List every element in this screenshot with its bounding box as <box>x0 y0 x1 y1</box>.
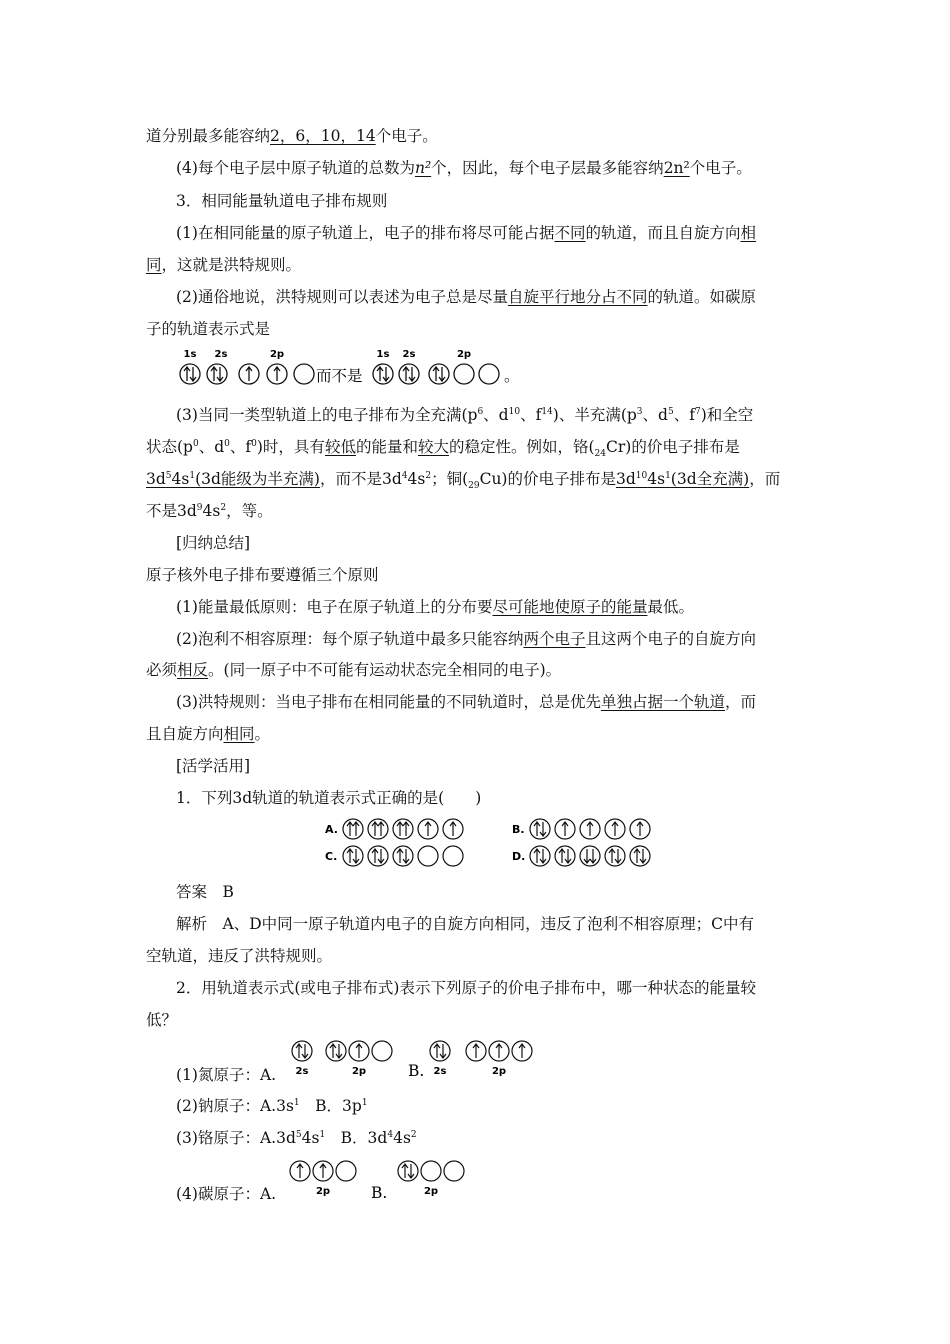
option-label-b: B. <box>408 1062 425 1080</box>
underlined-answer: 2，6，10，14 <box>270 127 376 145</box>
underlined-answer: 不同 <box>554 224 586 242</box>
underlined-answer <box>146 470 320 488</box>
text: 3d <box>146 470 166 488</box>
text: 4s <box>202 502 221 520</box>
text: 、d <box>642 406 668 424</box>
orbital-circle <box>294 364 314 384</box>
superscript: 10 <box>635 470 648 481</box>
carbon-orbital-diagram <box>176 344 521 390</box>
superscript: 2 <box>410 1129 417 1140</box>
superscript: 2 <box>425 470 432 481</box>
text: 的轨道。如碳原 <box>647 288 756 306</box>
underlined-answer: 2n² <box>663 159 690 177</box>
superscript: 6 <box>477 406 484 417</box>
text: 且自旋方向 <box>146 725 224 743</box>
text: B．3d <box>325 1129 388 1147</box>
text-line <box>176 222 756 244</box>
text-line <box>146 500 273 522</box>
option-label-c: C. <box>325 850 338 863</box>
text-line <box>146 436 740 458</box>
underlined-answer: 相 <box>740 224 757 242</box>
superscript: 3 <box>636 406 643 417</box>
superscript: 4 <box>387 1129 394 1140</box>
text: 4s <box>647 470 666 488</box>
text-line <box>146 468 780 490</box>
explanation-1-cont: 空轨道，违反了洪特规则。 <box>146 947 333 965</box>
superscript: 5 <box>165 470 172 481</box>
text-line <box>176 691 756 713</box>
text-line <box>146 254 301 276</box>
orbital-circle <box>454 364 474 384</box>
text: 、d <box>198 438 225 456</box>
superscript: 0 <box>251 438 257 449</box>
orbital-label: 2s <box>214 349 228 360</box>
subscript: 29 <box>468 481 480 492</box>
text: 个电子。 <box>375 127 438 145</box>
nitrogen-label: (1)氮原子：A. <box>176 1066 277 1084</box>
superscript: 1 <box>361 1097 368 1108</box>
orbital-label: 2p <box>423 1186 439 1197</box>
text-line <box>146 723 270 745</box>
text: 个电子。 <box>689 159 752 177</box>
nitrogen-orbital-diagram <box>285 1038 535 1088</box>
text: 必须 <box>146 661 178 679</box>
section-title: 3．相同能量轨道电子排布规则 <box>176 192 388 210</box>
orbital-label: 1s <box>376 349 390 360</box>
text: (1)在相同能量的原子轨道上，电子的排布将尽可能占据 <box>176 224 555 242</box>
text: Cr)的价电子排布是 <box>606 438 740 456</box>
text: ，等。 <box>226 502 273 520</box>
carbon-practice-orbital-diagram <box>285 1158 465 1208</box>
text: 4s <box>171 470 190 488</box>
question-1-options <box>325 815 665 873</box>
superscript: 5 <box>667 406 674 417</box>
underlined-answer: 自旋平行地分占不同 <box>507 288 648 306</box>
superscript: 7 <box>694 406 701 417</box>
orbital-circle <box>479 364 499 384</box>
text: 4s <box>301 1129 320 1147</box>
text: 4s <box>393 1129 411 1147</box>
text: (3)洪特规则：当电子排布在相同能量的不同轨道时，总是优先 <box>176 693 601 711</box>
text-line-2 <box>176 157 752 179</box>
orbital-circle <box>429 364 449 384</box>
sodium-line <box>176 1095 368 1117</box>
superscript: 14 <box>541 406 553 417</box>
text: (2)泡利不相容原理：每个原子轨道中最多只能容纳 <box>176 630 524 648</box>
orbital-label: 2p <box>315 1186 331 1197</box>
underlined-answer: 较大 <box>417 438 449 456</box>
text-line <box>146 659 561 681</box>
superscript: 1 <box>293 1097 300 1108</box>
text: )、半充满(p <box>552 406 637 424</box>
text: 个，因此，每个电子层最多能容纳 <box>431 159 664 177</box>
text: 、f <box>673 406 695 424</box>
text: (3)当同一类型轨道上的电子排布为全充满(p <box>176 406 478 424</box>
text: 最低。 <box>647 598 694 616</box>
option-label-d: D. <box>512 850 526 863</box>
text: 而不是 <box>316 367 363 385</box>
text: 状态(p <box>146 438 193 456</box>
underlined-answer: 两个电子 <box>523 630 586 648</box>
text: ；铜( <box>431 470 469 488</box>
underlined-answer: 同 <box>146 256 162 274</box>
text: 的稳定性。例如，铬( <box>448 438 595 456</box>
orbital-label: 2p <box>491 1066 507 1077</box>
underlined-answer: n² <box>414 159 432 177</box>
superscript: 9 <box>196 502 203 513</box>
text: (2)通俗地说，洪特规则可以表述为电子总是尽量 <box>176 288 508 306</box>
superscript: 1 <box>319 1129 326 1140</box>
underlined-answer: 相反 <box>177 661 209 679</box>
text: 不是3d <box>146 502 197 520</box>
question-1: 1．下列3d轨道的轨道表示式正确的是( ) <box>176 789 482 807</box>
text: 。 <box>504 367 520 385</box>
superscript: 2 <box>220 502 227 513</box>
text: 道分别最多能容纳 <box>146 127 271 145</box>
orbital-label: 1s <box>183 349 197 360</box>
text: Cu)的价电子排布是 <box>479 470 616 488</box>
answer-1: 答案 B <box>176 883 234 901</box>
underlined-answer <box>616 470 749 488</box>
orbital-label: 2p <box>351 1066 367 1077</box>
orbital-label: 2p <box>456 349 472 360</box>
summary-tag: [归纳总结] <box>176 534 251 552</box>
underlined-answer: 相同 <box>223 725 255 743</box>
superscript: 4 <box>401 470 408 481</box>
question-2: 2．用轨道表示式(或电子排布式)表示下列原子的价电子排布中，哪一种状态的能量较 <box>176 979 756 997</box>
text-line <box>176 286 756 308</box>
explanation-1: 解析 A、D中同一原子轨道内电子的自旋方向相同，违反了泡利不相容原理；C中有 <box>176 915 754 933</box>
practice-tag: [活学活用] <box>176 757 251 775</box>
orbital-label: 2s <box>402 349 416 360</box>
superscript: 1 <box>189 470 196 481</box>
text: (2)钠原子：A.3s <box>176 1097 294 1115</box>
text: 的能量和 <box>355 438 418 456</box>
text: 、f <box>229 438 252 456</box>
text: ，这就是洪特规则。 <box>161 256 302 274</box>
text: ，而 <box>749 470 781 488</box>
text: 的轨道，而且自旋方向 <box>585 224 741 242</box>
text: ，而不是3d <box>319 470 402 488</box>
text: (1)能量最低原则：电子在原子轨道上的分布要 <box>176 598 493 616</box>
orbital-circle <box>207 364 227 384</box>
text: (3)铬原子：A.3d <box>176 1129 296 1147</box>
text: 3d <box>615 470 636 488</box>
text-line <box>176 628 756 650</box>
text: (4)每个电子层中原子轨道的总数为 <box>176 159 415 177</box>
carbon-label: (4)碳原子：A. <box>176 1185 277 1203</box>
orbital-circle <box>399 364 419 384</box>
orbital-label: 2s <box>295 1066 309 1077</box>
superscript: 5 <box>295 1129 302 1140</box>
superscript: 0 <box>224 438 230 449</box>
orbital-circle <box>180 364 200 384</box>
orbital-label: 2p <box>269 349 285 360</box>
text: 、d <box>483 406 509 424</box>
text: 。 <box>254 725 271 743</box>
superscript: 0 <box>192 438 199 449</box>
chromium-line <box>176 1127 417 1149</box>
text: 。(同一原子中不可能有运动状态完全相同的电子)。 <box>208 661 562 679</box>
option-label-b: B. <box>371 1184 388 1202</box>
text-line-1 <box>146 125 438 147</box>
underlined-answer: 单独占据一个轨道 <box>600 693 725 711</box>
underlined-answer: 尽可能地使原子的能量 <box>492 598 648 616</box>
option-label-b: B. <box>512 823 525 836</box>
text: 且这两个电子的自旋方向 <box>585 630 756 648</box>
text-line: 子的轨道表示式是 <box>146 320 271 338</box>
text: ，而 <box>724 693 756 711</box>
text: 、f <box>520 406 542 424</box>
summary-title: 原子核外电子排布要遵循三个原则 <box>146 566 379 584</box>
text: 4s <box>407 470 426 488</box>
superscript: 1 <box>665 470 671 481</box>
subscript: 24 <box>594 449 606 460</box>
text: (3d全充满) <box>670 470 750 488</box>
orbital-label: 2s <box>433 1066 447 1077</box>
orbital-circle <box>373 364 393 384</box>
option-label-a: A. <box>325 823 338 836</box>
text-line <box>176 596 694 618</box>
text: (3d能级为半充满) <box>195 470 320 488</box>
text: )和全空 <box>700 406 754 424</box>
text: B．3p <box>299 1097 362 1115</box>
text-line <box>176 404 753 426</box>
superscript: 10 <box>508 406 521 417</box>
text: )时，具有 <box>256 438 325 456</box>
underlined-answer: 较低 <box>324 438 356 456</box>
question-2-cont: 低？ <box>146 1011 178 1029</box>
